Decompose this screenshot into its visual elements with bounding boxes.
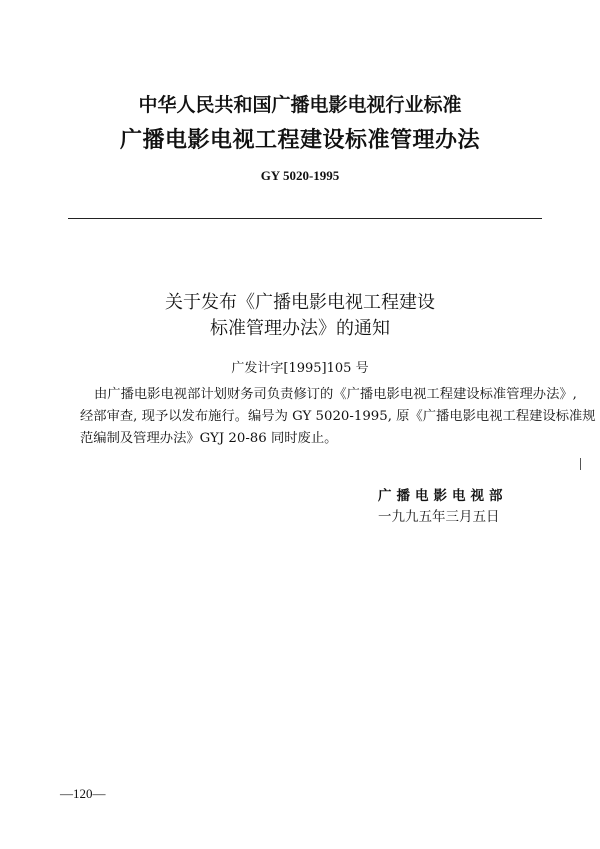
document-number: 广发计字[1995]105 号 [231, 361, 369, 376]
header-divider [68, 218, 542, 219]
notice-body-line: 经部审查, 现予以发布施行。编号为 GY 5020-1995, 原《广播电影电视工程建设标准规 [80, 409, 596, 424]
page-number: —120— [60, 786, 106, 801]
signature-date: 一九九五年三月五日 [378, 509, 500, 525]
signature-organization: 广播电影电视部 [378, 488, 508, 504]
notice-body-line: 由广播电影电视部计划财务司负责修订的《广播电影电视工程建设标准管理办法》, [94, 387, 577, 402]
notice-body-line: 范编制及管理办法》GYJ 20-86 同时废止。 [80, 431, 338, 446]
standard-code: GY 5020-1995 [260, 168, 340, 183]
standard-title: 广播电影电视工程建设标准管理办法 [119, 127, 480, 153]
notice-title-line-2: 标准管理办法》的通知 [210, 318, 390, 339]
scan-margin-mark [580, 458, 581, 470]
notice-body [80, 384, 596, 450]
standard-organization: 中华人民共和国广播电影电视行业标准 [138, 94, 462, 116]
notice-title-line-1: 关于发布《广播电影电视工程建设 [165, 292, 435, 313]
